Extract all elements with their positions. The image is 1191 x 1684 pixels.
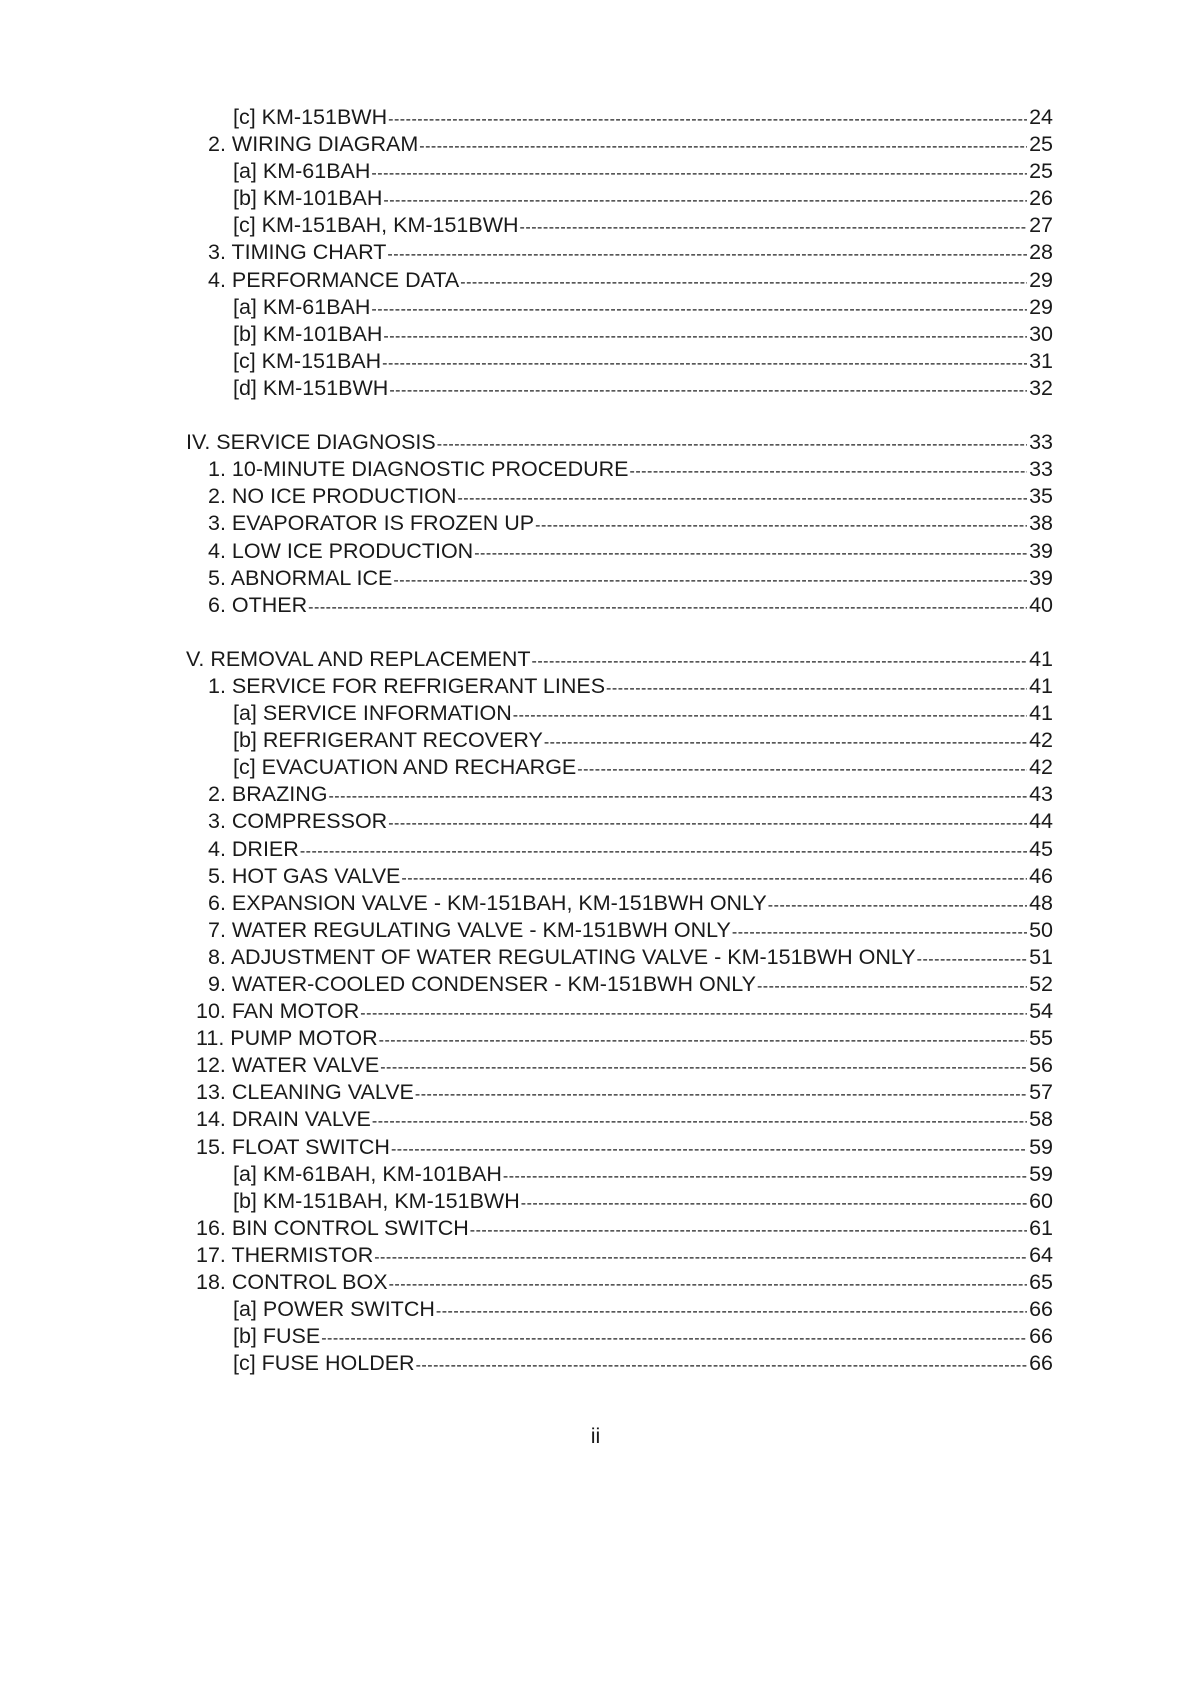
- toc-entry-page: 29: [1029, 267, 1053, 292]
- table-of-contents: [186, 104, 1053, 1377]
- toc-entry-label: [a] POWER SWITCH: [233, 1297, 435, 1322]
- toc-entry-page: 54: [1029, 999, 1053, 1024]
- toc-entry-label: 9. WATER-COOLED CONDENSER - KM-151BWH ONLY: [208, 972, 756, 996]
- toc-entry-label: 5. ABNORMAL ICE: [208, 565, 393, 590]
- toc-entry: [186, 1350, 1053, 1377]
- toc-entry-label: [c] EVACUATION AND RECHARGE: [233, 755, 577, 780]
- toc-entry-page: 31: [1029, 348, 1053, 373]
- toc-entry: [186, 890, 1053, 917]
- toc-entry-page: 59: [1029, 1134, 1053, 1159]
- toc-entry-page: 41: [1029, 673, 1053, 698]
- toc-entry: [186, 1188, 1053, 1215]
- toc-leader: [388, 106, 1027, 131]
- toc-entry-label: 7. WATER REGULATING VALVE - KM-151BWH ONLY: [208, 917, 731, 942]
- toc-entry-label: 14. DRAIN VALVE: [196, 1107, 371, 1132]
- toc-leader: [732, 919, 1027, 944]
- toc-leader: [503, 1163, 1027, 1188]
- toc-entry: [186, 565, 1053, 592]
- toc-entry-label: 16. BIN CONTROL SWITCH: [196, 1215, 469, 1240]
- toc-entry-page: 28: [1029, 240, 1053, 265]
- toc-entry: [186, 538, 1053, 565]
- toc-entry: [186, 212, 1053, 239]
- toc-entry-page: 64: [1029, 1242, 1053, 1267]
- toc-entry-page: 24: [1029, 105, 1053, 129]
- toc-leader: [308, 594, 1027, 619]
- toc-entry: [186, 483, 1053, 510]
- toc-entry: [186, 267, 1053, 294]
- toc-entry-label: [a] KM-61BAH, KM-101BAH: [233, 1161, 502, 1186]
- toc-leader: [474, 540, 1027, 565]
- toc-entry-page: 58: [1029, 1107, 1053, 1132]
- toc-entry-page: 41: [1029, 646, 1053, 671]
- toc-entry-label: [b] KM-151BAH, KM-151BWH: [233, 1188, 520, 1213]
- toc-entry: [186, 754, 1053, 781]
- toc-entry-page: 45: [1029, 836, 1053, 861]
- toc-entry: [186, 781, 1053, 808]
- toc-entry-page: 33: [1029, 457, 1053, 482]
- toc-leader: [436, 1298, 1027, 1323]
- toc-entry: [186, 863, 1053, 890]
- toc-entry: [186, 1052, 1053, 1079]
- toc-entry: [186, 185, 1053, 212]
- toc-entry: [186, 673, 1053, 700]
- toc-leader: [321, 1325, 1027, 1350]
- toc-leader: [401, 865, 1027, 890]
- toc-entry: [186, 456, 1053, 483]
- toc-leader: [917, 946, 1027, 971]
- toc-leader: [383, 187, 1027, 212]
- toc-leader: [416, 1352, 1027, 1377]
- toc-entry: [186, 239, 1053, 266]
- toc-entry-label: 3. TIMING CHART: [208, 240, 387, 265]
- toc-leader: [577, 756, 1027, 781]
- toc-entry: [186, 592, 1053, 619]
- toc-leader: [457, 485, 1027, 510]
- toc-leader: [360, 1000, 1027, 1025]
- toc-entry: [186, 917, 1053, 944]
- toc-entry: [186, 104, 1053, 131]
- toc-entry-page: 46: [1029, 863, 1053, 888]
- toc-leader: [419, 133, 1027, 158]
- toc-leader: [374, 1244, 1027, 1269]
- toc-entry: [186, 727, 1053, 754]
- toc-entry: [186, 1242, 1053, 1269]
- toc-entry-label: IV. SERVICE DIAGNOSIS: [186, 430, 436, 455]
- toc-entry-page: 30: [1029, 321, 1053, 346]
- toc-entry-label: 10. FAN MOTOR: [196, 999, 360, 1024]
- toc-entry-label: 1. 10-MINUTE DIAGNOSTIC PROCEDURE: [208, 457, 629, 482]
- toc-entry-label: [b] FUSE: [233, 1324, 321, 1349]
- toc-entry: [186, 375, 1053, 402]
- toc-entry-page: 27: [1029, 213, 1053, 238]
- toc-entry-label: 4. DRIER: [208, 836, 299, 861]
- toc-leader: [328, 783, 1027, 808]
- toc-entry-page: 50: [1029, 917, 1053, 942]
- toc-leader: [380, 1054, 1027, 1079]
- toc-entry: [186, 700, 1053, 727]
- toc-entry-label: 4. LOW ICE PRODUCTION: [208, 538, 474, 563]
- toc-leader: [437, 431, 1027, 456]
- toc-entry: [186, 131, 1053, 158]
- toc-leader: [544, 729, 1027, 754]
- toc-entry-label: [c] FUSE HOLDER: [233, 1351, 415, 1376]
- toc-leader: [388, 810, 1027, 835]
- toc-entry-label: 6. EXPANSION VALVE - KM-151BAH, KM-151BWH ONLY: [208, 890, 767, 915]
- toc-entry-page: 48: [1029, 890, 1053, 915]
- toc-entry-label: 8. ADJUSTMENT OF WATER REGULATING VALVE - KM-151BWH ONLY: [208, 944, 916, 969]
- toc-entry: [186, 1296, 1053, 1323]
- toc-entry-page: 51: [1029, 944, 1053, 969]
- toc-leader: [389, 1271, 1028, 1296]
- toc-entry-label: [a] SERVICE INFORMATION: [233, 701, 512, 726]
- toc-entry-label: 13. CLEANING VALVE: [196, 1080, 414, 1105]
- toc-leader: [460, 269, 1027, 294]
- toc-entry: [186, 646, 1053, 673]
- toc-leader: [372, 1108, 1027, 1133]
- toc-entry: [186, 429, 1053, 456]
- toc-entry-page: 52: [1029, 972, 1053, 996]
- page-number: ii: [590, 1424, 601, 1448]
- toc-entry: [186, 321, 1053, 348]
- toc-entry: [186, 1323, 1053, 1350]
- toc-entry-page: 42: [1029, 755, 1053, 780]
- toc-leader: [300, 838, 1027, 863]
- toc-leader: [521, 1190, 1027, 1215]
- toc-leader: [535, 512, 1027, 537]
- toc-entry: [186, 1106, 1053, 1133]
- toc-entry-page: 42: [1029, 728, 1053, 753]
- toc-leader: [532, 648, 1028, 673]
- toc-entry-label: 11. PUMP MOTOR: [196, 1026, 378, 1051]
- toc-entry-page: 39: [1029, 565, 1053, 590]
- toc-entry-label: 18. CONTROL BOX: [196, 1270, 388, 1295]
- toc-entry-label: [a] KM-61BAH: [233, 294, 371, 319]
- toc-leader: [371, 160, 1027, 185]
- toc-entry: [186, 1161, 1053, 1188]
- toc-entry-page: 40: [1029, 592, 1053, 617]
- toc-entry: [186, 1215, 1053, 1242]
- toc-entry-page: 32: [1029, 375, 1053, 400]
- toc-entry-page: 39: [1029, 538, 1053, 563]
- toc-leader: [513, 702, 1027, 727]
- toc-entry-page: 61: [1029, 1215, 1053, 1240]
- toc-entry-label: [a] KM-61BAH: [233, 159, 371, 184]
- toc-entry: [186, 944, 1053, 971]
- toc-entry-page: 26: [1029, 186, 1053, 211]
- toc-entry-label: [c] KM-151BAH: [233, 348, 382, 373]
- toc-leader: [371, 296, 1027, 321]
- toc-entry-page: 43: [1029, 782, 1053, 807]
- toc-entry: [186, 510, 1053, 537]
- toc-entry-page: 25: [1029, 159, 1053, 184]
- toc-leader: [630, 458, 1028, 483]
- toc-entry: [186, 1269, 1053, 1296]
- toc-entry: [186, 808, 1053, 835]
- toc-entry-label: 3. COMPRESSOR: [208, 809, 388, 834]
- toc-entry-page: 65: [1029, 1270, 1053, 1295]
- toc-entry-label: [d] KM-151BWH: [233, 375, 389, 400]
- toc-leader: [768, 892, 1027, 917]
- toc-entry-label: 5. HOT GAS VALVE: [208, 863, 401, 888]
- toc-entry: [186, 1079, 1053, 1106]
- toc-entry-page: 59: [1029, 1161, 1053, 1186]
- toc-entry: [186, 998, 1053, 1025]
- toc-entry-label: V. REMOVAL AND REPLACEMENT: [186, 646, 531, 671]
- toc-entry: [186, 158, 1053, 185]
- toc-leader: [606, 675, 1027, 700]
- toc-entry-page: 66: [1029, 1351, 1053, 1376]
- toc-entry-page: 29: [1029, 294, 1053, 319]
- toc-entry-label: 2. WIRING DIAGRAM: [208, 132, 419, 157]
- toc-entry: [186, 294, 1053, 321]
- toc-leader: [382, 350, 1027, 375]
- toc-entry-label: [b] REFRIGERANT RECOVERY: [233, 728, 543, 753]
- toc-entry: [186, 836, 1053, 863]
- toc-entry-page: 56: [1029, 1053, 1053, 1078]
- toc-leader: [470, 1217, 1027, 1242]
- toc-entry-page: 66: [1029, 1324, 1053, 1349]
- toc-entry-page: 57: [1029, 1080, 1053, 1105]
- toc-entry-label: 12. WATER VALVE: [196, 1053, 380, 1078]
- toc-entry-page: 38: [1029, 511, 1053, 536]
- toc-entry-page: 35: [1029, 484, 1053, 509]
- toc-entry-page: 44: [1029, 809, 1053, 834]
- toc-entry-page: 33: [1029, 430, 1053, 455]
- toc-leader: [389, 377, 1027, 402]
- toc-entry: [186, 1134, 1053, 1161]
- toc-entry: [186, 971, 1053, 998]
- toc-entry-label: 17. THERMISTOR: [196, 1242, 374, 1267]
- toc-entry-label: [c] KM-151BAH, KM-151BWH: [233, 213, 519, 238]
- toc-leader: [379, 1027, 1027, 1052]
- toc-entry-label: [c] KM-151BWH: [233, 105, 388, 129]
- toc-entry-label: 2. NO ICE PRODUCTION: [208, 484, 457, 509]
- toc-entry-label: 1. SERVICE FOR REFRIGERANT LINES: [208, 673, 606, 698]
- toc-entry-label: 6. OTHER: [208, 592, 308, 617]
- toc-entry-page: 25: [1029, 132, 1053, 157]
- toc-leader: [391, 1136, 1027, 1161]
- toc-entry-label: 2. BRAZING: [208, 782, 328, 807]
- toc-entry: [186, 1025, 1053, 1052]
- toc-entry-label: 4. PERFORMANCE DATA: [208, 267, 460, 292]
- toc-leader: [387, 241, 1027, 266]
- toc-leader: [520, 214, 1028, 239]
- toc-entry-label: 3. EVAPORATOR IS FROZEN UP: [208, 511, 535, 536]
- toc-leader: [393, 567, 1027, 592]
- toc-entry: [186, 348, 1053, 375]
- toc-entry-page: 66: [1029, 1297, 1053, 1322]
- toc-leader: [415, 1081, 1027, 1106]
- toc-entry-page: 41: [1029, 701, 1053, 726]
- toc-leader: [757, 973, 1027, 998]
- toc-entry-page: 60: [1029, 1188, 1053, 1213]
- toc-entry-label: [b] KM-101BAH: [233, 321, 383, 346]
- toc-leader: [383, 323, 1027, 348]
- toc-entry-page: 55: [1029, 1026, 1053, 1051]
- toc-entry-label: 15. FLOAT SWITCH: [196, 1134, 390, 1159]
- toc-entry-label: [b] KM-101BAH: [233, 186, 383, 211]
